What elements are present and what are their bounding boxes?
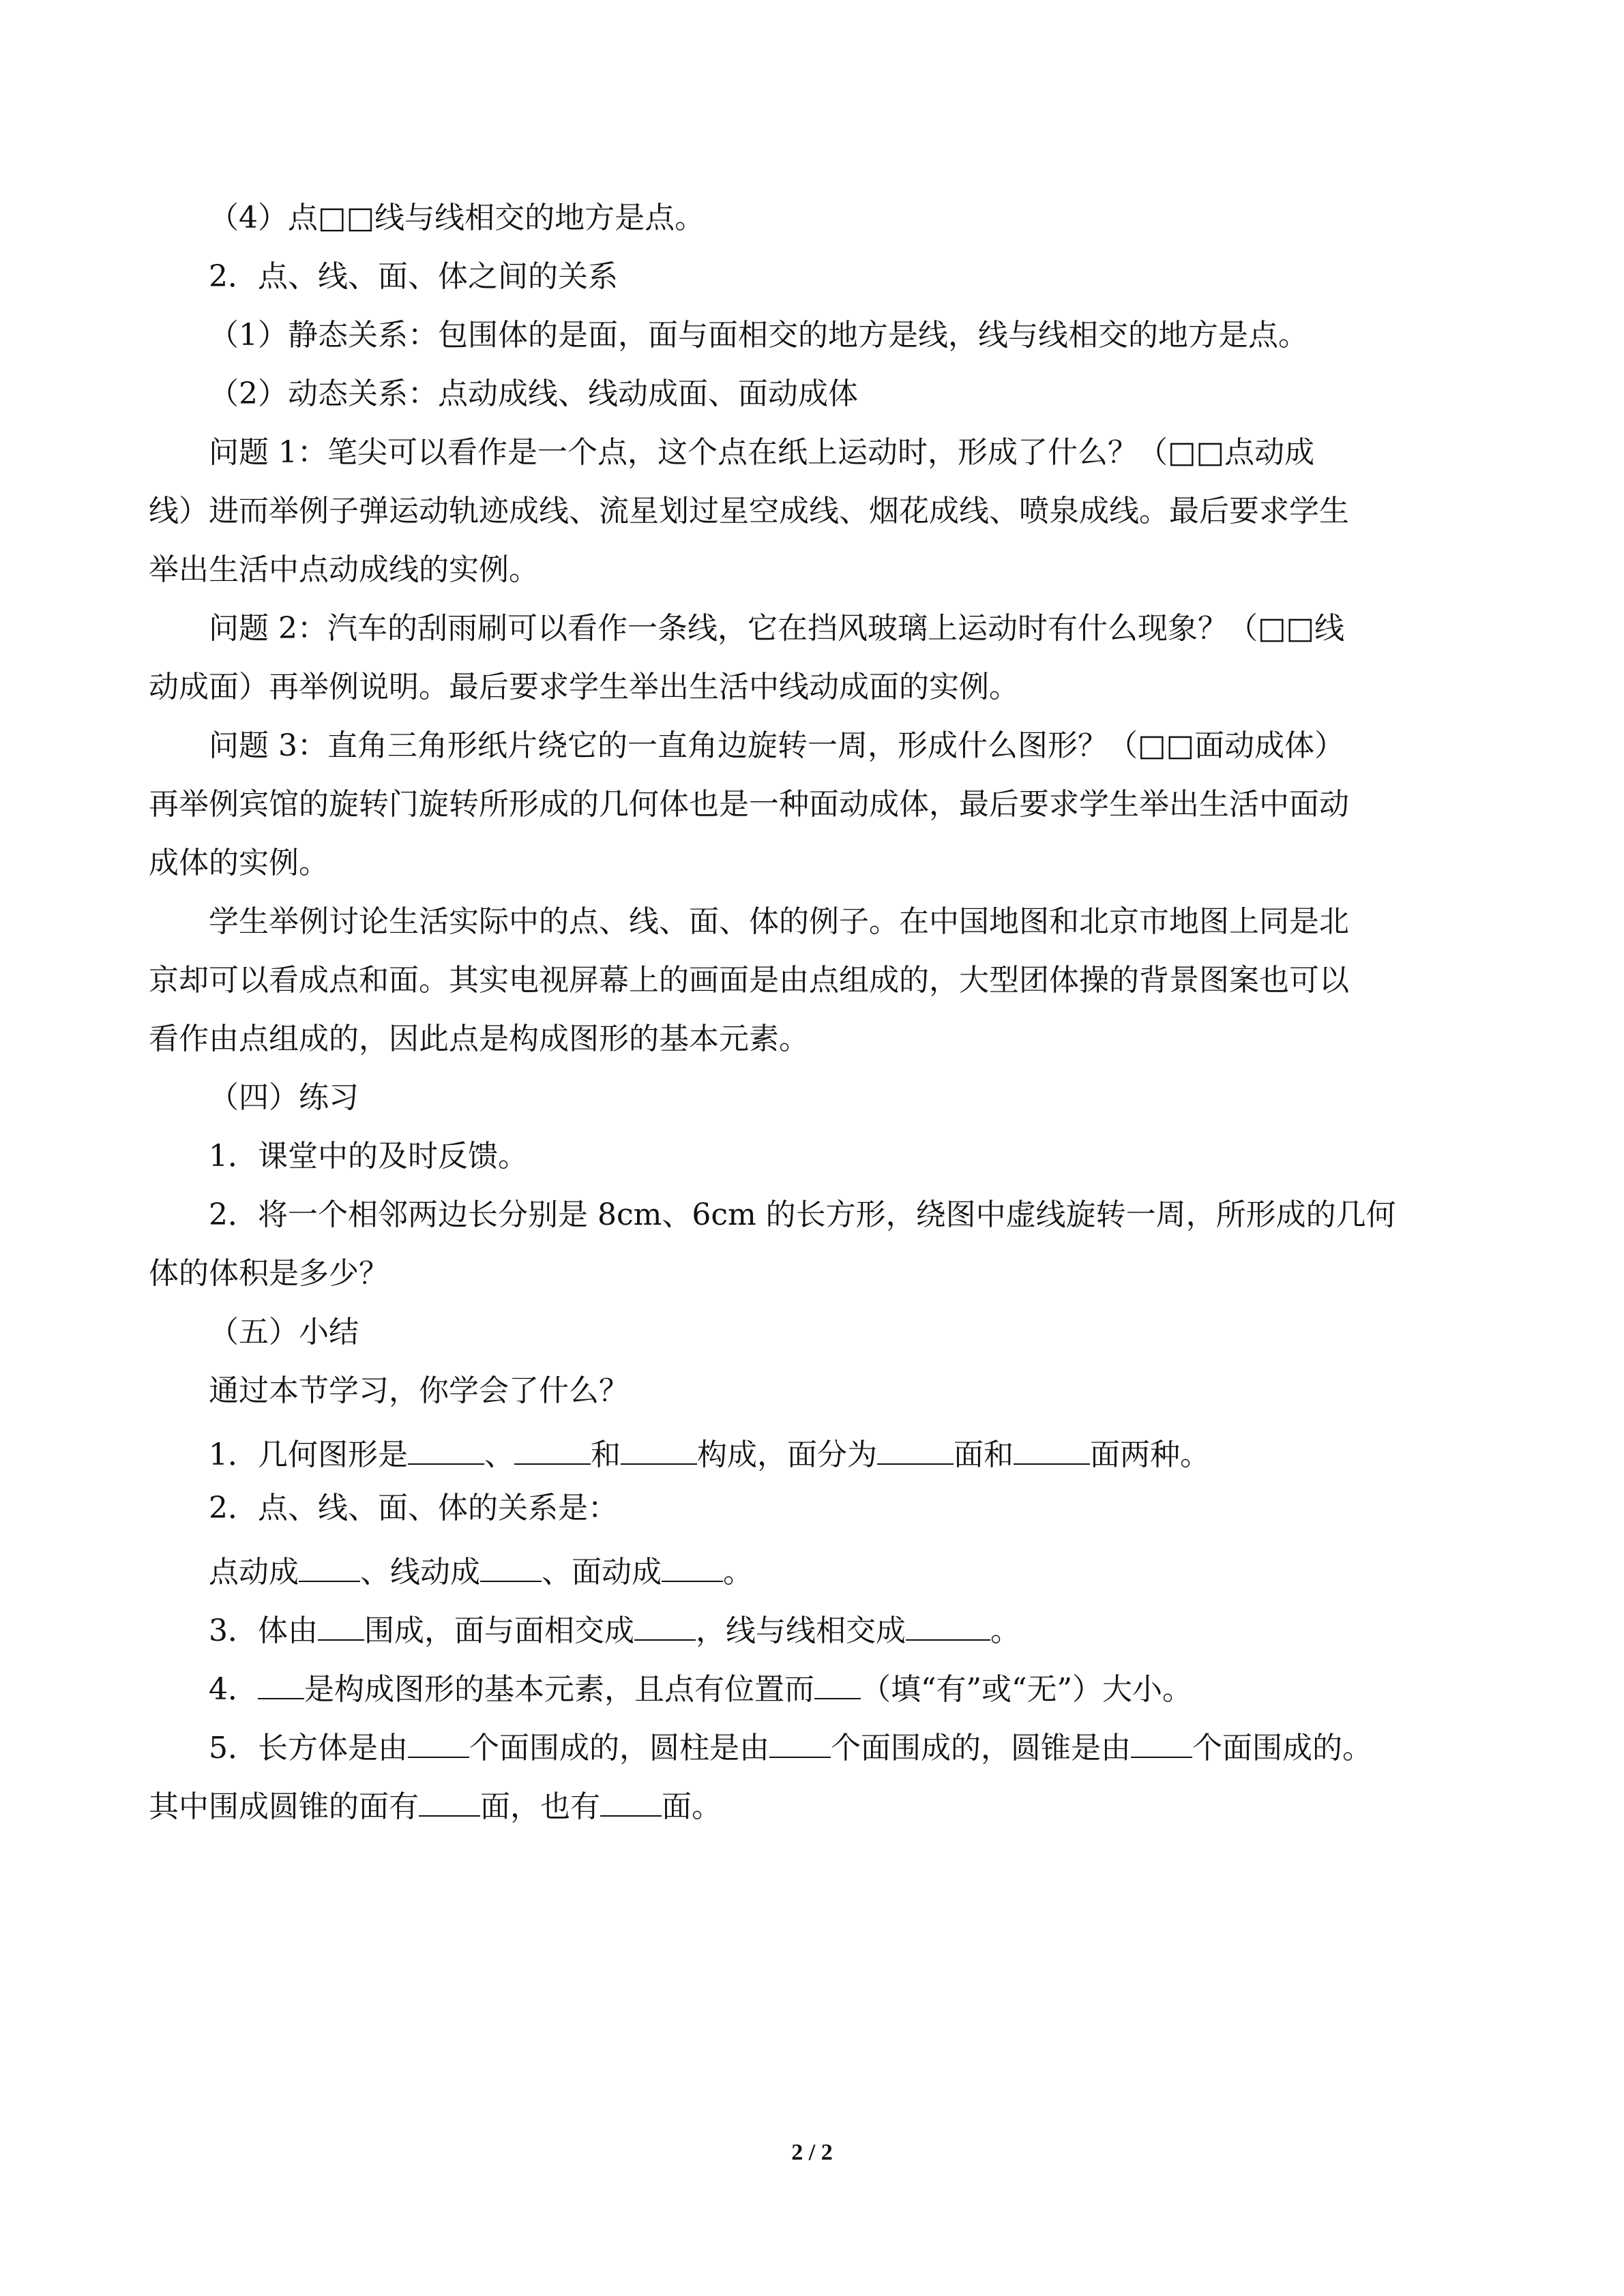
text-line: 学生举例讨论生活实际中的点、线、面、体的例子。在中国地图和北京市地图上同是北 bbox=[209, 904, 1349, 939]
text-line: 成体的实例。 bbox=[149, 846, 329, 880]
text-segment: 是构成图形的基本元素，且点有位置而 bbox=[304, 1672, 814, 1707]
text-segment: 面两种。 bbox=[1090, 1437, 1210, 1472]
fill-blank bbox=[318, 1605, 364, 1641]
practice-item-1: 1．课堂中的及时反馈。 bbox=[209, 1139, 528, 1174]
text-segment: 和 bbox=[591, 1437, 621, 1472]
text-line: 2．将一个相邻两边长分别是 8cm、6cm 的长方形，绕图中虚线旋转一周，所形成的几何 bbox=[209, 1197, 1396, 1232]
text-segment: 1．几何图形是 bbox=[209, 1437, 408, 1472]
fill-blank bbox=[408, 1723, 469, 1758]
fill-blank bbox=[621, 1429, 697, 1465]
summary-item-2: 2．点、线、面、体的关系是： bbox=[209, 1491, 618, 1525]
paragraph-question-2 bbox=[149, 608, 1479, 708]
text-segment: 、 bbox=[484, 1437, 514, 1472]
text-line: 京却可以看成点和面。其实电视屏幕上的画面是由点组成的，大型团体操的背景图案也可以 bbox=[149, 963, 1349, 998]
fill-blank bbox=[662, 1547, 723, 1582]
text-segment: （填“有”或“无”）大小。 bbox=[861, 1672, 1192, 1707]
text-segment: 面。 bbox=[662, 1789, 722, 1824]
text-line: 问题 1：笔尖可以看作是一个点，这个点在纸上运动时，形成了什么？（□□点动成 bbox=[209, 435, 1315, 470]
fill-blank bbox=[1131, 1723, 1192, 1758]
text-segment: 。 bbox=[723, 1555, 753, 1590]
text-segment: 围成，面与面相交成 bbox=[364, 1613, 634, 1648]
text-segment: 个面围成的，圆锥是由 bbox=[831, 1731, 1131, 1765]
section-heading-practice: （四）练习 bbox=[209, 1080, 359, 1115]
document-body bbox=[149, 198, 1479, 1840]
text-line: 再举例宾馆的旋转门旋转所形成的几何体也是一种面动成体，最后要求学生举出生活中面动 bbox=[149, 787, 1349, 822]
text-segment: 面和 bbox=[954, 1437, 1014, 1472]
fill-blank bbox=[258, 1664, 304, 1699]
text-segment: 。 bbox=[990, 1613, 1020, 1648]
fill-blank bbox=[877, 1429, 954, 1465]
summary-item-4 bbox=[149, 1664, 1479, 1705]
fill-blank bbox=[814, 1664, 861, 1699]
practice-item-2 bbox=[149, 1195, 1479, 1294]
text-segment: 5．长方体是由 bbox=[209, 1731, 408, 1765]
paragraph-question-3 bbox=[149, 726, 1479, 884]
text-segment: 点动成 bbox=[209, 1555, 299, 1590]
text-line: 问题 3：直角三角形纸片绕它的一直角边旋转一周，形成什么图形？（□□面动成体） bbox=[209, 728, 1345, 763]
text-line: 体的体积是多少？ bbox=[149, 1256, 389, 1291]
text-segment: 其中围成圆锥的面有 bbox=[149, 1789, 419, 1824]
text-segment: 个面围成的。 bbox=[1192, 1731, 1372, 1765]
text-line: 动成面）再举例说明。最后要求学生举出生活中线动成面的实例。 bbox=[149, 670, 1019, 704]
summary-item-1 bbox=[149, 1429, 1479, 1470]
text-line: 看作由点组成的，因此点是构成图形的基本元素。 bbox=[149, 1022, 809, 1056]
text-line: 线）进而举例子弹运动轨迹成线、流星划过星空成线、烟花成线、喷泉成线。最后要求学生 bbox=[149, 494, 1349, 528]
text-segment: 、线动成 bbox=[360, 1555, 480, 1590]
text-segment: 4． bbox=[209, 1672, 258, 1707]
text-segment: 构成，面分为 bbox=[697, 1437, 877, 1472]
section-heading-relations: 2．点、线、面、体之间的关系 bbox=[209, 259, 618, 294]
text-segment: ，线与线相交成 bbox=[696, 1613, 906, 1648]
fill-blank bbox=[299, 1547, 360, 1582]
fill-blank bbox=[1014, 1429, 1090, 1465]
page-number: 2 / 2 bbox=[791, 2140, 833, 2165]
summary-item-5 bbox=[149, 1723, 1479, 1763]
text-segment: 3．体由 bbox=[209, 1613, 318, 1648]
fill-blank bbox=[600, 1781, 662, 1817]
fill-blank bbox=[906, 1605, 990, 1641]
text-line: 问题 2：汽车的刮雨刷可以看作一条线，它在挡风玻璃上运动时有什么现象？（□□线 bbox=[209, 611, 1345, 646]
text-segment: 个面围成的，圆柱是由 bbox=[469, 1731, 769, 1765]
paragraph-student-examples bbox=[149, 901, 1479, 1060]
fill-blank bbox=[480, 1547, 542, 1582]
paragraph-dynamic-relation: （2）动态关系：点动成线、线动成面、面动成体 bbox=[209, 376, 858, 411]
summary-item-5-continued bbox=[149, 1781, 1479, 1822]
paragraph-static-relation: （1）静态关系：包围体的是面，面与面相交的地方是线，线与线相交的地方是点。 bbox=[209, 318, 1308, 353]
summary-item-3 bbox=[149, 1605, 1479, 1646]
text-segment: 、面动成 bbox=[542, 1555, 662, 1590]
text-segment: 面，也有 bbox=[480, 1789, 600, 1824]
fill-blank bbox=[514, 1429, 591, 1465]
fill-blank bbox=[634, 1605, 696, 1641]
fill-blank bbox=[408, 1429, 484, 1465]
summary-item-2-answers bbox=[149, 1547, 1479, 1590]
section-heading-summary: （五）小结 bbox=[209, 1315, 359, 1350]
text-line: 举出生活中点动成线的实例。 bbox=[149, 552, 539, 587]
fill-blank bbox=[769, 1723, 831, 1758]
summary-intro: 通过本节学习，你学会了什么？ bbox=[209, 1373, 629, 1408]
fill-blank bbox=[419, 1781, 480, 1817]
paragraph-point-def: （4）点□□线与线相交的地方是点。 bbox=[209, 200, 705, 235]
paragraph-question-1 bbox=[149, 432, 1479, 591]
